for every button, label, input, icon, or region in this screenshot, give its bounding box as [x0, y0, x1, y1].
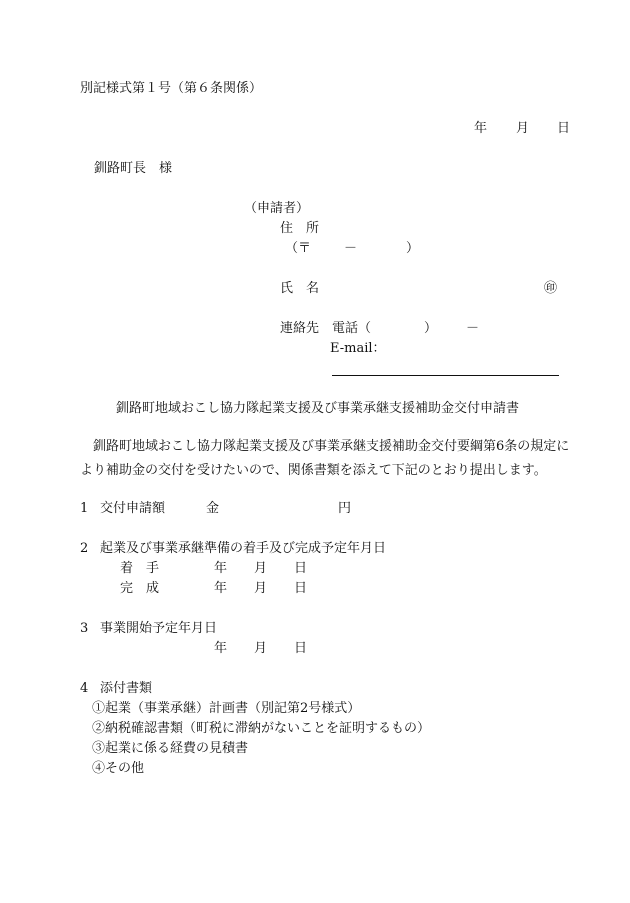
email-underline: [332, 375, 559, 376]
start-year: 年: [214, 561, 228, 576]
postal-close: ）: [406, 241, 420, 256]
complete-day: 日: [294, 581, 308, 596]
item-4-label: 添付書類: [100, 681, 153, 696]
applicant-heading: （申請者）: [244, 201, 310, 216]
form-number: 別記様式第１号（第６条関係）: [80, 81, 263, 96]
phone-close: ）: [424, 321, 438, 336]
item-3-number: 3: [80, 621, 89, 636]
item-3-month: 月: [254, 641, 268, 656]
item-1-number: 1: [80, 501, 89, 516]
body-text: 釧路町地域おこし協力隊起業支援及び事業承継支援補助金交付要綱第6条の規定により補助金の交付を受けたいので、関係書類を添えて下記のとおり提出します。: [80, 439, 570, 478]
start-month: 月: [254, 561, 268, 576]
item-1-unit: 円: [338, 501, 352, 516]
item-4-number: 4: [80, 681, 89, 696]
item-3-label: 事業開始予定年月日: [100, 621, 218, 636]
start-label: 着 手: [120, 561, 160, 576]
complete-year: 年: [214, 581, 228, 596]
item-1-prefix: 金: [206, 501, 220, 516]
attachment-item: ②納税確認書類（町税に滞納がないことを証明するもの）: [92, 721, 431, 736]
complete-month: 月: [254, 581, 268, 596]
name-label: 氏 名: [280, 281, 320, 296]
attachment-item: ①起業（事業承継）計画書（別記第2号様式）: [92, 701, 361, 716]
item-2-number: 2: [80, 541, 89, 556]
address-label: 住 所: [280, 221, 320, 236]
attachment-item: ③起業に係る経費の見積書: [92, 741, 249, 756]
email-label: E-mail：: [330, 341, 386, 356]
item-1-label: 交付申請額: [100, 501, 166, 516]
date-year: 年: [474, 121, 488, 136]
start-day: 日: [294, 561, 308, 576]
document-title: 釧路町地域おこし協力隊起業支援及び事業承継支援補助金交付申請書: [116, 401, 520, 416]
contact-label: 連絡先: [280, 321, 320, 336]
postal-mark: （〒: [285, 241, 312, 256]
phone-dash: －: [466, 321, 480, 336]
addressee: 釧路町長 様: [94, 161, 173, 176]
item-2-label: 起業及び事業承継準備の着手及び完成予定年月日: [100, 541, 387, 556]
seal-mark: ㊞: [544, 281, 558, 296]
postal-dash: －: [344, 241, 358, 256]
phone-label: 電話（: [332, 321, 372, 336]
date-day: 日: [557, 121, 571, 136]
date-month: 月: [516, 121, 530, 136]
item-3-year: 年: [214, 641, 228, 656]
complete-label: 完 成: [120, 581, 160, 596]
item-3-day: 日: [294, 641, 308, 656]
attachment-item: ④その他: [92, 761, 145, 776]
